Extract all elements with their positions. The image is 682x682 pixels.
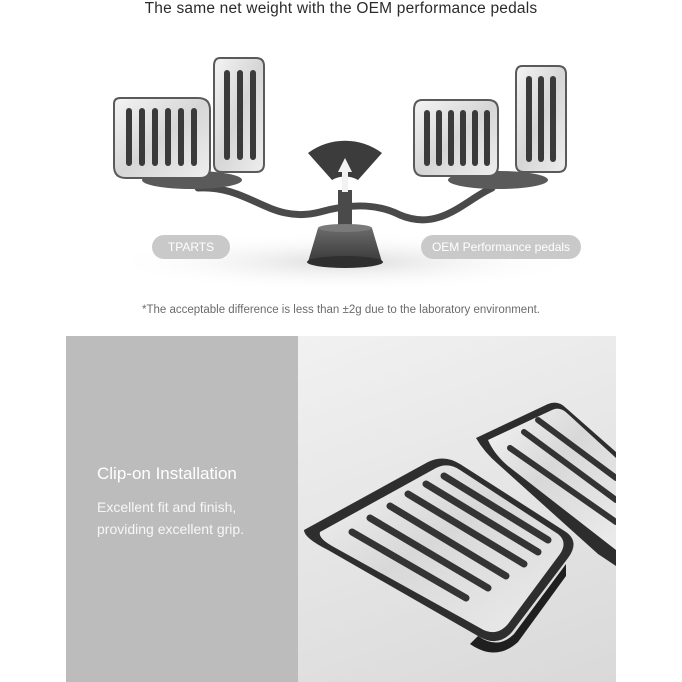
oem-performance-pedals-label: OEM Performance pedals (421, 235, 581, 259)
feature-panel (66, 336, 616, 682)
feature-title: Clip-on Installation (97, 464, 237, 483)
footnote: *The acceptable difference is less than ±2g due to the laboratory environment. (142, 304, 540, 316)
tparts-pedals (114, 58, 264, 178)
oem-pedals (414, 66, 566, 176)
feature-text-panel (66, 336, 298, 682)
feature-description: Excellent fit and finish, providing excellent grip. (97, 499, 245, 537)
tparts-label: TPARTS (152, 235, 230, 259)
pedal-closeup-image (298, 336, 616, 682)
headline: The same net weight with the OEM performance pedals (144, 0, 538, 17)
